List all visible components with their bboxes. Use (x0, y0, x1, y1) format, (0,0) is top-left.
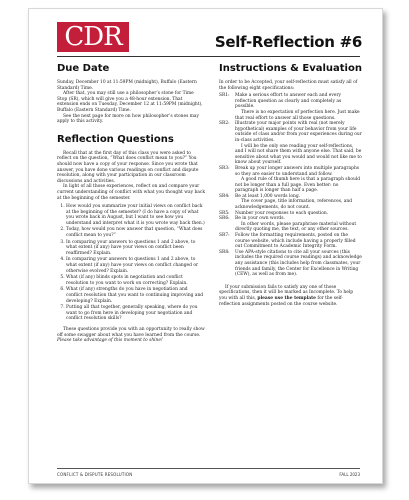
cdr-logo: CDR (57, 22, 129, 52)
spec-note (219, 199, 362, 210)
footer-course: CONFLICT & DISPUTE RESOLUTION (57, 472, 133, 477)
reflection-intro: In light of all those experiences, reflect on and compare your current understanding of conflict with what you thought way back at the beginning of the semester. (57, 184, 206, 201)
spec-key: SR2: (219, 121, 230, 127)
footer-rule (57, 468, 360, 469)
spec-text: In other words, please paraphrase material without directly quoting me, the text, or any other sources. (235, 221, 357, 233)
right-column (219, 63, 362, 307)
spec-text: The cover page, title information, references, and acknowledgements, do not count. (235, 199, 353, 211)
question-item: 6. What (if any) strengths do you have in negotiation and conflict resolution that you want to continuing improving and developing? Explain. (66, 287, 205, 304)
spec-item (219, 250, 362, 278)
spec-text: I will be the only one reading your self-reflections, and I will not share them with anyone else. That said, be sensitive about what you would and would not like me to know about yourself. (235, 143, 362, 166)
spec-text: Be at least 1,000 words long. (235, 193, 301, 199)
closing-text: for the self-reflection assignments posted on the course website. (219, 295, 343, 307)
instructions-heading: Instructions & Evaluation (219, 63, 362, 74)
spec-text: Use APA-style citations to cite all your sources (this includes the required course readings) and acknowledge any assistance (this includes help from classmates, your friends and family, the Center for Excellence in Writing (CEW), as well as from me). (235, 249, 362, 278)
spec-key: SR7: (219, 233, 230, 239)
specification-list (219, 93, 362, 278)
spec-item (219, 166, 362, 177)
spec-note (219, 222, 362, 233)
spec-text: Illustrate your major points with real (not merely hypothetical) examples of your behavior from your life outside of class and/or from your experiences during our in-class activities. (235, 121, 362, 143)
spec-key: SR4: (219, 193, 230, 199)
spec-note (219, 177, 362, 194)
spec-text: Follow the formatting requirements, posted on the course website, which include having a properly filled out Commitment to Academic Integrity Form. (235, 233, 356, 250)
reflection-intro: Recall that at the first day of this class you were asked to reflect on the question, “What does conflict mean to you?” You should now have a copy of your response. Since you wrote that answer, you have done various readings on conflict and dispute resolution, along with your participation in our classroom discussions and activities. (57, 150, 199, 184)
due-date-paragraph: After that, you may still use a philosopher’s stone for Time Stop (SR), which will give you a 48-hour extension. That extension ends on Tuesday, December 12 at 11:59PM (midnight), Buffalo (Eastern Standard) Time. (57, 91, 203, 113)
closing-bold: please use the template (257, 295, 316, 301)
spec-item (219, 233, 362, 250)
spec-key: SR6: (219, 216, 230, 222)
spec-key: SR8: (219, 249, 230, 255)
spec-text: Number your responses to each question. (235, 210, 329, 216)
question-item: 4. In comparing your answers to questions 1 and 2 above, to what extent (if any) have your views on conflict changed or otherwise evolved? Explain. (66, 257, 205, 274)
footer-term: FALL 2023 (339, 472, 360, 477)
spec-text: Make a serious effort to answer each and every reflection question as clearly and completely as possible. (235, 93, 342, 110)
spec-item (219, 121, 362, 143)
closing-emphasis: Please take advantage of this moment to shine! (57, 338, 163, 344)
question-item: 5. What (if any) blinds spots in negotiation and conflict resolution to you want to work on correcting? Explain. (66, 275, 205, 286)
reflection-heading: Reflection Questions (57, 133, 174, 145)
instructions-closing (219, 285, 362, 307)
due-date-heading: Due Date (57, 63, 110, 74)
spec-key: SR3: (219, 165, 230, 171)
closing-text: If your submission fails to satisfy any one of those specifications, then it will be marked as Incomplete. To help you with all this, (219, 284, 354, 301)
question-item: 3. In comparing your answers to questions 1 and 2 above, to what extent (if any) have your views on conflict been reaffirmed? Explain. (66, 240, 205, 257)
question-item: 2. Today, how would you now answer that question, “What does conflict mean to you?” (66, 227, 205, 238)
header (29, 9, 383, 53)
spec-note (219, 144, 362, 166)
spec-note (219, 110, 362, 121)
question-list (57, 204, 205, 322)
spec-text: Break up your longer answers into multiple paragraphs so they are easier to understand and follow. (235, 165, 360, 177)
spec-key: SR5: (219, 210, 230, 216)
spec-text: A good rule of thumb here is that a paragraph should not be longer than a full page. Even better: no paragraph is longer than half a page. (235, 177, 361, 194)
document-title: Self-Reflection #6 (214, 33, 362, 51)
spec-text: Be in your own words. (235, 216, 285, 222)
question-item: 1. How would you summarize your initial views on conflict back at the beginning of the semester? (I do have a copy of what you wrote back in August, but I want to see how you understand and interpret what it is you wrote way back then.) (66, 204, 205, 226)
spec-text: There is no expectation of perfection here. Just make that real effort to answer all those questions. (235, 109, 360, 121)
instructions-intro: In order to be Accepted, your self-reflection must satisfy all of the following eight specifications: (219, 80, 358, 91)
question-item: 7. Putting all that together, generally speaking, where do you want to go from here in developing your negotiation and conflict resolution skills? (66, 305, 205, 322)
closing-text: These questions provide you with an opportunity to really show off some swagger about what you have learned from the course. (57, 326, 205, 338)
document-page (28, 8, 383, 484)
spec-key: SR1: (219, 93, 230, 99)
spec-item (219, 93, 362, 110)
reflection-closing (57, 327, 205, 344)
due-date-paragraph: Sunday, December 10 at 11:59PM (midnight), Buffalo (Eastern Standard) Time. (57, 80, 197, 91)
header-rule (57, 56, 360, 57)
due-date-paragraph: See the next page for more on how philosopher’s stones may apply to this activity. (57, 113, 200, 125)
left-column (57, 63, 205, 344)
